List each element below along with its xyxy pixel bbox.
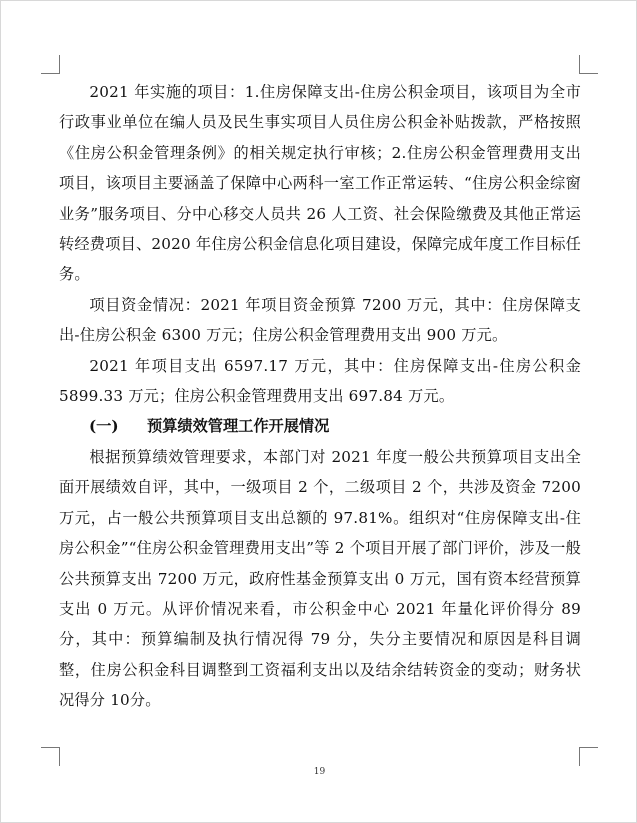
paragraph-funding: 项目资金情况：2021 年项目资金预算 7200 万元，其中：住房保障支出-住房公积金 6300 万元；住房公积金管理费用支出 900 万元。 bbox=[59, 295, 581, 345]
section-number: (一) bbox=[89, 417, 119, 436]
crop-mark-top-right bbox=[579, 55, 598, 74]
crop-mark-bottom-left bbox=[41, 747, 60, 766]
section-heading bbox=[59, 411, 581, 441]
document-body bbox=[59, 77, 581, 716]
paragraph-performance: 根据预算绩效管理要求，本部门对 2021 年度一般公共预算项目支出全面开展绩效自评，其中，一级项目 2 个，二级项目 2 个，共涉及资金 7200 万元，占一般公共预算项目支出总额的 97.81%。组织对“住房保障支出-住房公积金”“住房公积金管理费用支出”等 2 个项目开展了部门评价，涉及一般公共预算支出 7200 万元，政府性基金预算支出 0 万元，国有资本经营预算支出 0 万元。从评价情况来看，市公积金中心 2021 年量化评价得分 89 分，其中：预算编制及执行情况得 79 分，失分主要情况和原因是科目调整，住房公积金科目调整到工资福利支出以及结余结转资金的变动；财务状况得分 10分。 bbox=[59, 447, 581, 710]
section-title: 预算绩效管理工作开展情况 bbox=[147, 417, 330, 436]
crop-mark-top-left bbox=[41, 55, 60, 74]
paragraph-projects: 2021 年实施的项目：1.住房保障支出-住房公积金项目，该项目为全市行政事业单位在编人员及民生事实项目人员住房公积金补贴拨款，严格按照《住房公积金管理条例》的相关规定执行审核；2.住房公积金管理费用支出项目，该项目主要涵盖了保障中心两科一室工作正常运转、“住房公积金综窗业务”服务项目、分中心移交人员共 26 人工资、社会保险缴费及其他正常运转经费项目、2020 年住房公积金信息化项目建设，保障完成年度工作目标任务。 bbox=[59, 83, 581, 284]
page-number: 19 bbox=[313, 767, 326, 777]
paragraph-expenditure: 2021 年项目支出 6597.17 万元，其中：住房保障支出-住房公积金 5899.33 万元；住房公积金管理费用支出 697.84 万元。 bbox=[59, 356, 581, 406]
crop-mark-bottom-right bbox=[579, 747, 598, 766]
